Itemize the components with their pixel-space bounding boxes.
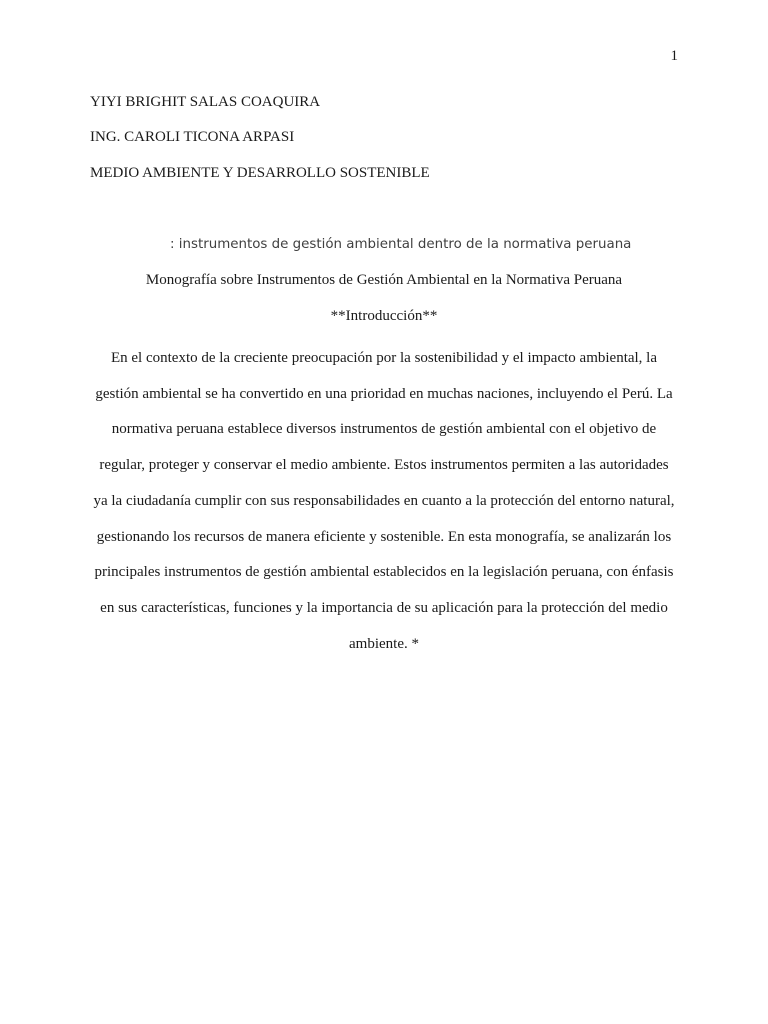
document-title: Monografía sobre Instrumentos de Gestión Ambiental en la Normativa Peruana: [145, 272, 623, 288]
section-heading: **Introducción**: [330, 308, 438, 324]
paragraph-line: regular, proteger y conservar el medio ambiente. Estos instrumentos permiten a las autoridades: [99, 457, 669, 474]
course-name: MEDIO AMBIENTE Y DESARROLLO SOSTENIBLE: [90, 165, 430, 181]
topic-line: : instrumentos de gestión ambiental dentro de la normativa peruana: [170, 237, 632, 252]
paragraph-line: ya la ciudadanía cumplir con sus responsabilidades en cuanto a la protección del entorno natural,: [93, 492, 675, 509]
student-name: YIYI BRIGHIT SALAS COAQUIRA: [90, 94, 321, 110]
paragraph-line: gestión ambiental se ha convertido en una prioridad en muchas naciones, incluyendo el Perú. La: [95, 385, 673, 402]
introduction-paragraph: [86, 341, 682, 662]
paragraph-line: en sus características, funciones y la importancia de su aplicación para la protección del medio: [100, 599, 668, 616]
paragraph-line: normativa peruana establece diversos instrumentos de gestión ambiental con el objetivo de: [111, 421, 657, 438]
paragraph-line: ambiente. *: [349, 635, 419, 652]
page-number: 1: [670, 48, 678, 64]
instructor-name: ING. CAROLI TICONA ARPASI: [90, 129, 295, 145]
paragraph-line: En el contexto de la creciente preocupación por la sostenibilidad y el impacto ambiental, la: [110, 350, 658, 366]
paragraph-line: principales instrumentos de gestión ambiental establecidos en la legislación peruana, con énfasis: [94, 564, 674, 581]
paragraph-line: gestionando los recursos de manera eficiente y sostenible. En esta monografía, se analizarán los: [96, 528, 672, 545]
